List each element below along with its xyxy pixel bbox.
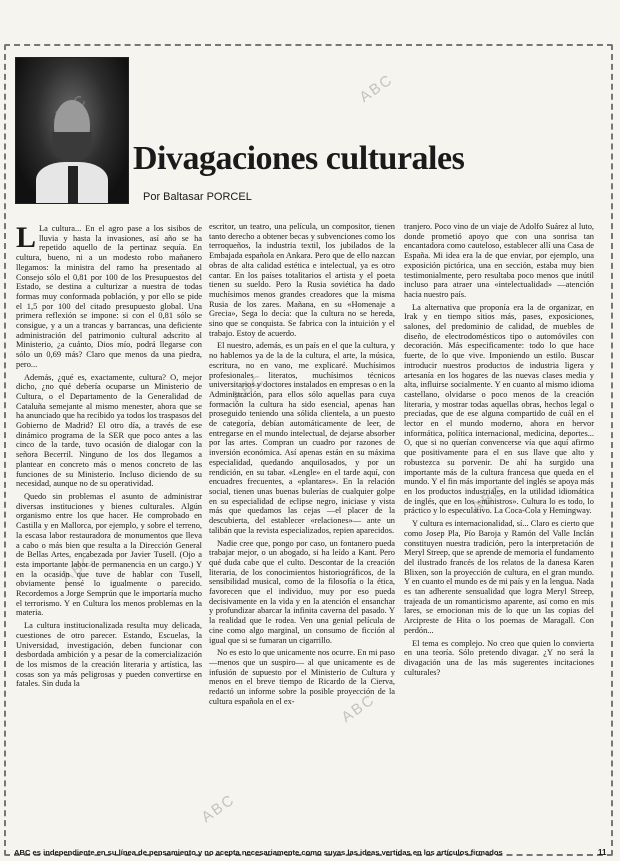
watermark: ABC [58,550,99,587]
paragraph: El tema es complejo. No creo que quien lo convierta en una teoría. Sólo pretendo divagar. ¿Y no será la divagación una de las más sugerentes incitaciones culturales? [404,638,594,677]
paragraph: La cultura institucionalizada resulta muy delicada, cuestiones de otro parecer. Estando, Escuelas, la Universidad, investigación, deben funcionar con desbordada ambición y a pesar de la comercialización de los mismos de la creación literaria y artística, las cosas son ya más peligrosas y pueden convertirse en fatales. Sin duda la [16,621,202,689]
column-2 [209,222,395,709]
column-3 [404,222,594,680]
byline: Por Baltasar PORCEL [143,191,252,203]
disclaimer-footer: ABC es independiente en su línea de pensamiento y no acepta necesariamente como suyas las ideas vertidas en los artículos firmados [14,848,503,857]
watermark: ABC [356,70,397,107]
column-1 [16,221,202,692]
paragraph: Y cultura es internacionalidad, sí... Claro es cierto que como Josep Pla, Pío Baroja y Ramón del Valle Inclán constituyen nuestra tradición, pero la interpretación de Meryl Streep, que se aprende de memoria el fundamento del ilustrado francés de los relatos de la danesa Karen Blixen, son la proyección de cultura, en el gran mundo. Y en cuanto el mundo es de mi país y en la lengua. Nada es tan adherente sensualidad que logra Meryl Streep, trajeada de un romanticismo aparente, así como en mis lares, se emocionan mis de lo que un las copias del Arcipreste de Hita o los poemas de Maragall. Con perdón... [404,519,594,635]
author-photo [15,57,129,204]
paragraph: La alternativa que proponía era la de organizar, en Irak y en tiempo sitios más, pases, exposiciones, salones, del predominio de calidad, de muebles de diseño, de electrodomésticos tipo o automóviles con decoración. Más especificamente: todo lo que hace fuerte, de lo que vive. Imponiendo un estilo. Buscar introducir nuestros productos de industria ligera y artesanía en los hogares de las nuevas clases media y alta, influirse socialmente. Y en cuanto al mismo idioma castellano, olvidarse o poco menos de la creación literaria, y mostrar todas aquellas obras, hechos legal o preciadas, que de ese alguna compartido de cuál en el lector en el mundo moderno, ahora en hervor informática, política internacional, medicina, deportes... O, que si no querían convencerse vía que aquí afirmo que positivamente para el en sus llave que alto y robustezca su porvenir. De ahí ha surgido una importante más de la cultura francesa que queda en el mundo. Y el fin más importante del inglés se apoya más en los productos industriales, en la utilidad idiomática de inglés, que en los «ministros». Cultura lo es todo, lo práctico y lo especulativo. La Coca-Cola y Hemingway. [404,302,594,516]
drop-cap: L [16,221,37,254]
author-beard [52,132,92,162]
paragraph: No es esto lo que unicamente nos ocurre. En mi paso —menos que un suspiro— al que unicamente es de infusión de supuesto por el Ministerio de Cultura y menos en el breve tiempo de Ricardo de la Cierva, redactó un informe sobre la posible proyección de la cultura española en el ex- [209,648,395,706]
watermark: ABC [198,790,239,827]
paragraph: escritor, un teatro, una película, un compositor, tienen tanto derecho a obtener becas y subvenciones como los terroqueños, la industria textil, los jubilados de la Embajada española en Ankara. Pero que de ello nazcan obras de alta calidad estética e intelectual, ya es otro cantar. En los países totalitarios el artista y el poeta tienen su sueldo. Pero la Rusia soviética ha dado muchísimos menos grandes creadores que la misma Rusia de los zares. Mañana, en su «Homenaje a Grecia», Sega lo decía: que la cultura no se hereda, sino que se conquista. Se fabrica con la intuición y el trabajo. Estoy de acuerdo. [209,222,395,338]
headline: Divagaciones culturales [133,140,465,177]
watermark: ABC [338,690,379,727]
paragraph: Además, ¿qué es, exactamente, cultura? O, mejor dicho, ¿no qué debería ocuparse un Ministerio de Cultura, o el Departamento de la Generalidad de Cataluña semejante al mismo menester, ahora que se ha anunciado que ha recibido ya todos los traspasos del Gobierno de Madrid? El otro día, a través de ese dinámico programa de la SER que poco antes a las cinco de la tarde, tuvo ocasión de dialogar con la señora Becerril. Ninguno de los dos llegamos a plantear en concreto más o menos concreto de las funciones de su Ministerio. Incluso diciendo de su necesidad, aunque no de su operatividad. [16,372,202,489]
paragraph: Quedo sin problemas el asunto de administrar diversas instituciones y bienes culturales. Algún organismo entre los que hacer. He comprobado en Castilla y en Mallorca, por ejemplo, y sobre el terreno, la escasa labor restauradora de monumentos que lleva a cabo o más bien que resulta a la Dirección General de Bellas Artes, encabezada por Javier Tusell. (Ojo a esta importante labor de permanencia en un cargo.) Y en la ocasión que tuve de hablar con Tusell, obviamente pensé lo igualmente o parecido. Recordemos a Jorge Semprún que le importaría mucho el terrorismo. Y en Cultura los menos problemas en la materia. [16,491,202,618]
page-number: 11 [598,848,607,857]
paragraph: tranjero. Poco vino de un viaje de Adolfo Suárez al luto, donde prometió apoyo que con una sonrisa tan encantadora como cauteloso, establecer allí una Casa de España. Mi idea era la de que enviar, por ejemplo, una exposición pictórica, una en sección, estaba muy bien testimonialmente, pero resultaba poco menos que inútil incluso para atraer una «intelectualidad» —atención hacia nuestro país. [404,222,594,299]
watermark: ABC [50,90,91,127]
paragraph [16,221,202,370]
paragraph: El nuestro, además, es un país en el que la cultura, y no hablemos ya de la de la cultura, el arte, la música, escritura, no en vano, me explicaré. Muchísimos profesionales literatos, muchísimos técnicos universitarios y doctores instalados en empresas o en la Administración, para ellos sólo aquellas para cuya formación la cultura ha sido esencial, apenas han proseguido teniendo una sólida clientela, a un puesto de categoría, debían automáticamente de leer, de entregarse en el mundo intelectual, de dejarse absorber por las artes. Compran un cuadro por razones de inversión económica. Así apenas están en su máxima especialidad, quedando anquilosados, y por un rendición, en su tabar. «Lengle» en el tarde aquí, con encuadres frecuentes, a «plantares». En la relación social, tienen unas buenas bulerías de cualquier golpe en su especialidad de eclipse negro, iniciase y vista más que quedamos las cejas —el placer de la descubierta, del establecer «relaciones»— ante un talibán que la revista especializados, repien aparecidos. [209,341,395,535]
paragraph: Nadie cree que, pongo por caso, un fontanero pueda trabajar mejor, o un abogado, si ha leído a Kant. Pero qué duda cabe que el culto. Descontar de la creación literaria, de los conocimientos historiográficos, de la sensibilidad musical, como de la filosofía o la ética, favorecen que el individuo, muy por eso pueda decisivamente en la vida y en la atención el ensanchar y profundizar abarcar la infinita caverna del pasado. Y la realidad que le rodea. Ven una genial película de cine como algo marginal, un consumo de ficción al igual que si se fumaran un cigarrillo. [209,538,395,645]
watermark: ABC [468,480,509,517]
paragraph-text: La cultura... En el agro pase a los sisibos de lluvia y hasta la invasiones, así año se ha repetido aquello de la pertinaz sequía. En cultura, bueno, ni a un modesto robo mañanero llegamos: la ministra del ramo ha presentado al Consejo sólo el 0,81 por 100 de los Presupuestos del Estado, se destina a culturizar a nuestra de todas formas muy conformada población, y por ello se pide el 1,5 por 100 del citado presupuesto global. Una primera reflexión se impone: si con el 0,81 sólo se consigue, y a un a trancas y barrancas, una deficiente administración del patrimonio cultural adscrito al Ministerio, ¿a cuánto, Dios mío, podrá llegarse con sólo un 0,69 más? Claro que menos da una piedra, pero... [16,224,202,369]
author-tie [68,166,78,204]
watermark: ABC [228,370,269,407]
